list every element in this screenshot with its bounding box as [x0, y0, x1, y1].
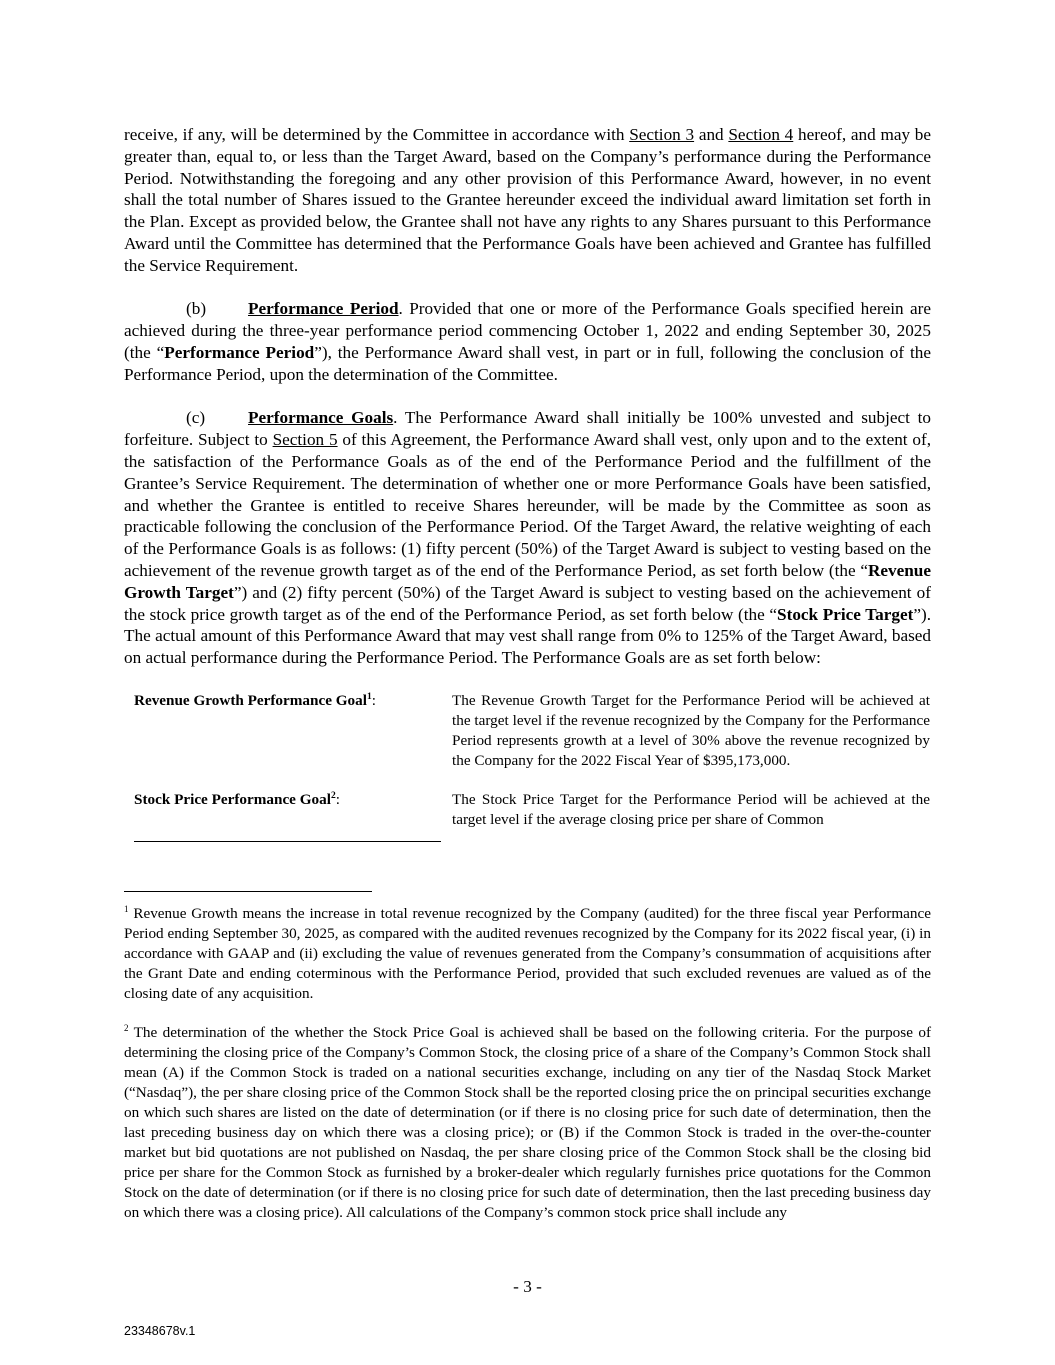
footnotes — [124, 904, 931, 1242]
paragraph-c — [124, 407, 931, 669]
paragraph-c-text: . The Performance Award shall initially be 100% unvested and subject to forfeiture. Subject to — [124, 408, 932, 450]
footnote-text: Revenue Growth means the increase in total revenue recognized by the Company (audited) for the three fiscal year Performance Period ending September 30, 2025, as compared with the audited revenues recognized by the Company for its 2022 fiscal year, (i) in accordance with GAAP and (ii) excluding the value of revenues generated from the Company’s consummation of acquisitions after the Grant Date and ending coterminous with the Performance Period, provided that such excluded revenues are valued as of the closing date of any acquisition. — [124, 905, 931, 1002]
revenue-growth-target-term: Revenue Growth Target — [124, 560, 931, 602]
section-3-reference: Section 3 — [629, 125, 695, 144]
paragraph-a-text: hereof, and may be greater than, equal to, or less than the Target Award, based on the Company’s performance during the Performance Period. Notwithstanding the foregoing and any other provision of this Performance Award, however, in no event shall the total number of Shares issued to the Grantee hereunder exceed the individual award limitation set forth in the Plan. Except as provided below, the Grantee shall not have any rights to any Shares pursuant to this Performance Award until the Committee has determined that the Performance Goals have been achieved and Grantee has fulfilled the Service Requirement. — [124, 125, 932, 275]
performance-goals-table — [124, 691, 931, 830]
goal-label-colon: : — [371, 691, 376, 709]
goal-label-underline — [134, 841, 441, 842]
goal-label — [124, 691, 442, 771]
footnote-ref-2: 2 — [330, 790, 336, 801]
paragraph-a-text: receive, if any, will be determined by the Committee in accordance with — [124, 125, 630, 144]
paragraph-c-text: ”) and (2) fifty percent (50%) of the Target Award is subject to vesting based on the achievement of the stock price growth target as of the end of the Performance Period, as set forth below (the “ — [124, 582, 931, 624]
footnote-number: 2 — [124, 1023, 129, 1034]
goal-label — [124, 790, 442, 830]
footnote-number: 1 — [124, 903, 129, 914]
footnote-separator — [124, 891, 372, 892]
footnote-1 — [124, 904, 931, 1004]
paragraph-b-text: . Provided that one or more of the Performance Goals specified herein are achieved during the three-year performance period commencing October 1, 2022 and ending September 30, 2025 (the “ — [124, 299, 931, 362]
goal-label-text: Revenue Growth Performance Goal — [134, 691, 367, 709]
paragraph-b — [124, 298, 931, 385]
performance-period-heading: Performance Period — [248, 299, 399, 319]
paragraph-c-label: (c) — [186, 408, 206, 428]
performance-period-term: Performance Period — [164, 342, 315, 362]
section-4-reference: Section 4 — [728, 125, 794, 144]
paragraph-b-text: ”), the Performance Award shall vest, in part or in full, following the conclusion of the Performance Period, upon the determination of the Committee. — [124, 342, 931, 384]
goal-description: The Revenue Growth Target for the Performance Period will be achieved at the target level if the revenue recognized by the Company for the Performance Period represents growth at a level of 30% above the revenue recognized by the Company for the 2022 Fiscal Year of $395,173,000. — [452, 691, 930, 769]
goal-label-text: Stock Price Performance Goal — [134, 790, 331, 808]
paragraph-b-label: (b) — [186, 299, 207, 319]
goal-label-colon: : — [335, 790, 340, 808]
section-5-reference: Section 5 — [272, 430, 338, 450]
page-number: - 3 - — [513, 1277, 542, 1296]
footnote-text: The determination of the whether the Stock Price Goal is achieved shall be based on the following criteria. For the purpose of determining the closing price of the Company’s Common Stock, the closing price of a share of the Company’s Common Stock shall mean (A) if the Common Stock is traded on a national securities exchange, including on any tier of the Nasdaq Stock Market (“Nasdaq”), the per share closing price of the Common Stock shall be the reported closing price the on principal securities exchange on which such shares are listed on the date of determination (or if there is no closing price for such date of determination, then the last preceding business day on which there was a closing price); or (B) if the Common Stock is traded in the over-the-counter market but bid quotations are not published on Nasdaq, the per share closing price of the Common Stock shall be the closing bid price per share for the Common Stock as furnished by a broker-dealer which regularly furnishes price quotations for the Common Stock on the date of determination (or if there is no closing price for such date of determination, then the last preceding business day on which there was a closing price). All calculations of the Company’s common stock price shall include any — [124, 1024, 931, 1221]
goal-description: The Stock Price Target for the Performance Period will be achieved at the target level if the average closing price per share of Common — [452, 790, 930, 828]
stock-price-target-term: Stock Price Target — [777, 604, 914, 624]
paragraph-c-text: of this Agreement, the Performance Award shall vest, only upon and to the extent of, the satisfaction of the Performance Goals as of the end of the Performance Period and the fulfillment of the Grantee’s Service Requirement. The determination of whether one or more Performance Goals have been satisfied, and whether the Grantee is entitled to receive Shares hereunder, will be made by the Committee as soon as practicable following the conclusion of the Performance Period. Of the Target Award, the relative weighting of each of the Performance Goals is as follows: (1) fifty percent (50%) of the Target Award is subject to vesting based on the achievement of the revenue growth target as of the end of the Performance Period, as set forth below (the “ — [124, 430, 931, 580]
paragraph-a-text: and — [694, 125, 729, 144]
stock-price-goal-row — [124, 790, 931, 830]
revenue-growth-goal-row — [124, 691, 931, 771]
document-body — [124, 124, 931, 849]
paragraph-a — [124, 124, 931, 277]
document-id: 23348678v.1 — [124, 1324, 196, 1338]
footnote-2 — [124, 1023, 931, 1222]
footnote-ref-1: 1 — [366, 691, 372, 702]
performance-goals-heading: Performance Goals — [248, 408, 394, 428]
paragraph-c-text: ”). The actual amount of this Performance Award that may vest shall range from 0% to 125% of the Target Award, based on actual performance during the Performance Period. The Performance Goals are as set forth below: — [124, 604, 932, 668]
